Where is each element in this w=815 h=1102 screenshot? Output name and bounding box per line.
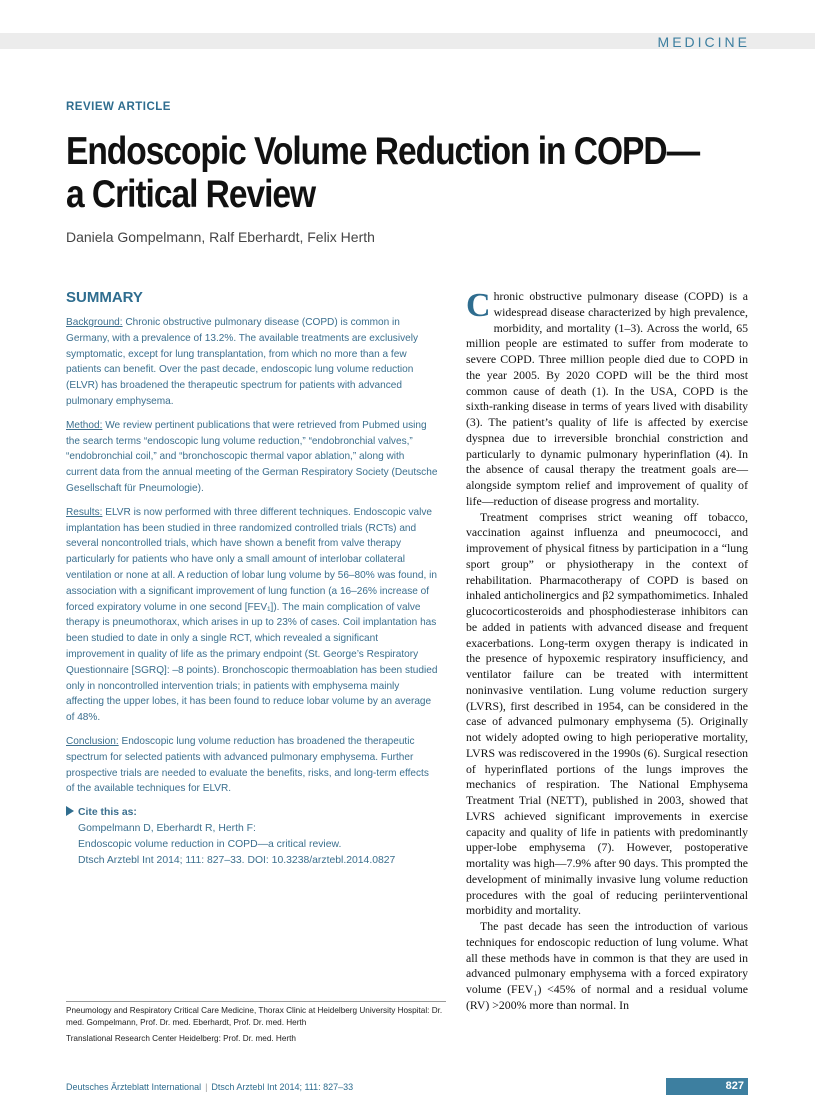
body-column [466,289,748,1014]
author-list: Daniela Gompelmann, Ralf Eberhardt, Felix Herth [66,229,375,245]
summary-column [66,289,444,868]
page-footer [66,1082,353,1092]
conclusion-label: Conclusion: [66,735,119,747]
page-number: 827 [666,1078,748,1095]
summary-background [66,315,438,410]
affiliation: Pneumology and Respiratory Critical Care Medicine, Thorax Clinic at Heidelberg University Hospital: Dr. med. Gompelmann, Prof. Dr. med. Eberhardt, Prof. Dr. med. Herth [66,1006,443,1027]
cite-line: Endoscopic volume reduction in COPD—a critical review. [78,838,342,850]
journal-citation: Dtsch Arztebl Int 2014; 111: 827–33 [211,1082,354,1092]
method-label: Method: [66,419,103,431]
results-label: Results: [66,506,103,518]
summary-method [66,418,438,497]
affiliations [66,1001,446,1049]
results-text: ELVR is now performed with three different techniques. Endoscopic valve implantation has been studied in three randomized controlled trials (RCTs) and several noncontrolled trials, which have shown a benefit from valve therapy particularly for patients who have only a small amount of interlobar collateral ventilation or none at all. A reduction of lobar lung volume by 56–80% was found, in association with a significant improvement of lung function (a 16–26% increase of forced expiratory volume in one second [FEV₁]). The main complication of valve therapy is pneumothorax, which arises in up to 23% of cases. Coil implantation has been studied to date in only a single RCT, which revealed a significant improvement in quality of life as the primary endpoint (St. George’s Respiratory Questionnaire [SGRQ]: –8 points). Bronchoscopic thermoablation has been studied only in noncontrolled intervention trials; in patients with emphysema mainly affecting the upper lobes, it has been found to reduce lobar volume by an average of 48%. [66,506,438,724]
body-paragraph: The past decade has seen the introduction of various techniques for endoscopic reduction of lung volume. What all these methods have in common is that they are used in advanced pulmonary emphysema with a forced expiratory volume (FEV₁) <45% of normal and a residual volume (RV) >200% more than normal. In [466,919,748,1012]
paragraph-text: hronic obstructive pulmonary disease (COPD) is a widespread disease characterized by high prevalence, morbidity, and mortality (1–3). Across the world, 65 million people are estimated to suffer from moderate to severe COPD. Three million people died due to COPD in the year 2005. By 2020 COPD will be the third most common cause of death (1). In the USA, COPD is the sixth-ranking disease in terms of years lived with disability (3). The patient’s quality of life is affected by exercise dyspnea due to irreversible bronchial constriction and particularly to dynamic pulmonary hyperinflation (4). In the absence of causal therapy the treatment goals are—alongside symptom relief and improvement of quality of life—reduction of disease progress and mortality. [466,289,748,508]
title-line-1: Endoscopic Volume Reduction in COPD— [66,130,700,173]
background-text: Chronic obstructive pulmonary disease (COPD) is common in Germany, with a prevalence of 13.2%. The available treatments are exclusively symptomatic, except for lung transplantation, from which no more than a few patients can benefit. Over the past decade, endoscopic lung volume reduction (ELVR) has broadened the therapeutic spectrum for patients with advanced pulmonary emphysema. [66,317,419,407]
summary-conclusion [66,734,438,797]
journal-name: Deutsches Ärzteblatt International [66,1082,202,1092]
footer-separator: | [205,1082,208,1092]
triangle-bullet-icon [66,806,74,816]
method-text: We review pertinent publications that were retrieved from Pubmed using the search terms “endoscopic lung volume reduction,” “endobronchial valves,” “endobronchial coil,” and “bronchoscopic thermal vapor ablation,” along with current data from the annual meeting of the German Respiratory Society (Deutsche Gesellschaft für Pneumologie). [66,419,438,494]
cite-line: Gompelmann D, Eberhardt R, Herth F: [78,822,256,834]
article-type: REVIEW ARTICLE [66,101,171,113]
body-paragraph [466,289,748,510]
background-label: Background: [66,317,123,328]
drop-cap: C [466,287,491,324]
cite-heading: Cite this as: [78,807,137,819]
summary-results [66,505,438,726]
title-line-2: a Critical Review [66,173,316,216]
conclusion-text: Endoscopic lung volume reduction has broadened the therapeutic spectrum for selected patients with advanced pulmonary emphysema. Further prospective trials are needed to evaluate the benefits, risks, and long-term effects of the available techniques for ELVR. [66,735,429,795]
summary-heading: SUMMARY [66,289,143,306]
section-label: MEDICINE [657,34,750,50]
affiliation: Translational Research Center Heidelberg: Prof. Dr. med. Herth [66,1034,296,1043]
body-paragraph: Treatment comprises strict weaning off tobacco, vaccination against influenza and pneumococci, and improvement of physical fitness by participation in a “lung sport group” or physiotherapy in the context of rehabilitation. Pharmacotherapy of COPD is based on inhaled anticholinergics and β2 sympathomimetics. Inhaled glucocorticosteroids and phosphodiesterase inhibitors can be added in patients with advanced disease and frequent exacerbations. Long-term oxygen therapy is indicated in the presence of hypoxemic respiratory insufficiency, and ventilator failure can be treated with intermittent noninvasive ventilation. Lung volume reduction surgery (LVRS), first described in 1954, can be considered in the case of advanced pulmonary emphysema (5). Originally not widely adopted owing to high perioperative mortality, LVRS was rediscovered in the 1990s (6). Surgical resection of hyperinflated portions of the lungs improves the mechanics of respiration. The National Emphysema Treatment Trial (NETT), published in 2003, showed that LVRS achieved significant improvements in exercise capacity and quality of life in patients with predominantly upper-lobe emphysema (7). However, postoperative mortality was high—7.9% after 90 days. This prompted the development of minimally invasive lung volume reduction procedures with the goal of reducing periinterventional morbidity and mortality. [466,509,748,918]
cite-block [66,805,444,868]
cite-line: Dtsch Arztebl Int 2014; 111: 827–33. DOI: 10.3238/arztebl.2014.0827 [78,854,396,866]
article-title [66,130,700,216]
